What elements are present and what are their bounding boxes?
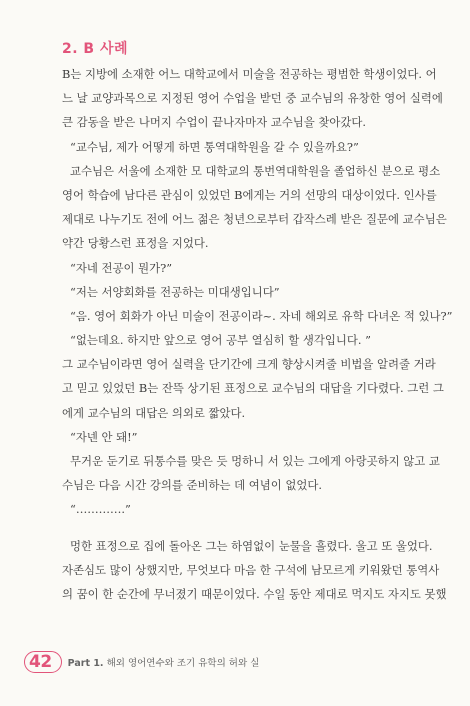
page-number-badge [24, 651, 62, 673]
body-line: 약간 당황스런 표정을 지었다. [62, 236, 209, 251]
page-footer [24, 651, 259, 673]
body-line: 영어 학습에 남다른 관심이 있었던 B에게는 거의 선망의 대상이었다. 인사를 [62, 187, 437, 202]
body-line: “교수님, 제가 어떻게 하면 통역대학원을 갈 수 있을까요?” [70, 139, 359, 154]
body-line: “………….” [70, 502, 131, 517]
paragraph-gap [62, 522, 458, 534]
body-line: 의 꿈이 한 순간에 무너졌기 때문이었다. 수일 동안 제대로 먹지도 자지도 못했 [62, 586, 447, 601]
body-line: 큰 감동을 받은 나머지 수업이 끝나자마자 교수님을 찾아갔다. [62, 115, 367, 130]
body-line: 교수님은 서울에 소재한 모 대학교의 통번역대학원을 졸업하신 분으로 평소 [70, 163, 441, 178]
part-label: Part 1. [67, 658, 104, 669]
body-line: 느 날 교양과목으로 지정된 영어 수업을 받던 중 교수님의 유창한 영어 실력에 [62, 91, 443, 106]
section-title: 2. B 사례 [62, 41, 129, 57]
body-text [62, 62, 458, 606]
body-line: 제대로 나누기도 전에 어느 젊은 청년으로부터 갑작스레 받은 질문에 교수님은 [62, 212, 447, 227]
running-head [68, 655, 260, 669]
body-line: B는 지방에 소재한 어느 대학교에서 미술을 전공하는 평범한 학생이었다. 어 [62, 67, 437, 81]
body-line: “자넨 안 돼!” [70, 429, 138, 444]
body-line: 고 믿고 있었던 B는 잔뜩 상기된 표정으로 교수님의 대답을 기다렸다. 그런 그 [62, 381, 444, 396]
body-line: “자네 전공이 뭔가?” [70, 260, 173, 275]
body-line: 자존심도 많이 상했지만, 무엇보다 마음 한 구석에 남모르게 키워왔던 통역사 [62, 562, 440, 577]
body-line: “없는데요. 하지만 앞으로 영어 공부 열심히 할 생각입니다. ” [70, 333, 371, 348]
body-line: “음. 영어 회화가 아닌 미술이 전공이라~. 자네 해외로 유학 다녀온 적 있나?” [70, 308, 453, 323]
body-line: 무거운 둔기로 뒤통수를 맞은 듯 멍하니 서 있는 그에게 아랑곳하지 않고 교 [70, 454, 440, 468]
body-line: 수님은 다음 시간 강의를 준비하는 데 여념이 없었다. [62, 478, 323, 493]
chapter-title: 해외 영어연수와 조기 유학의 허와 실 [106, 658, 260, 669]
body-line: 에게 교수님의 대답은 의외로 짧았다. [62, 405, 246, 420]
page-number: 42 [29, 652, 52, 672]
body-line: 그 교수님이라면 영어 실력을 단기간에 크게 향상시켜줄 비법을 알려줄 거라 [62, 357, 436, 372]
body-line: 멍한 표정으로 집에 돌아온 그는 하염없이 눈물을 흘렸다. 울고 또 울었다. [70, 538, 433, 553]
body-line: “저는 서양회화를 전공하는 미대생입니다” [70, 284, 280, 299]
